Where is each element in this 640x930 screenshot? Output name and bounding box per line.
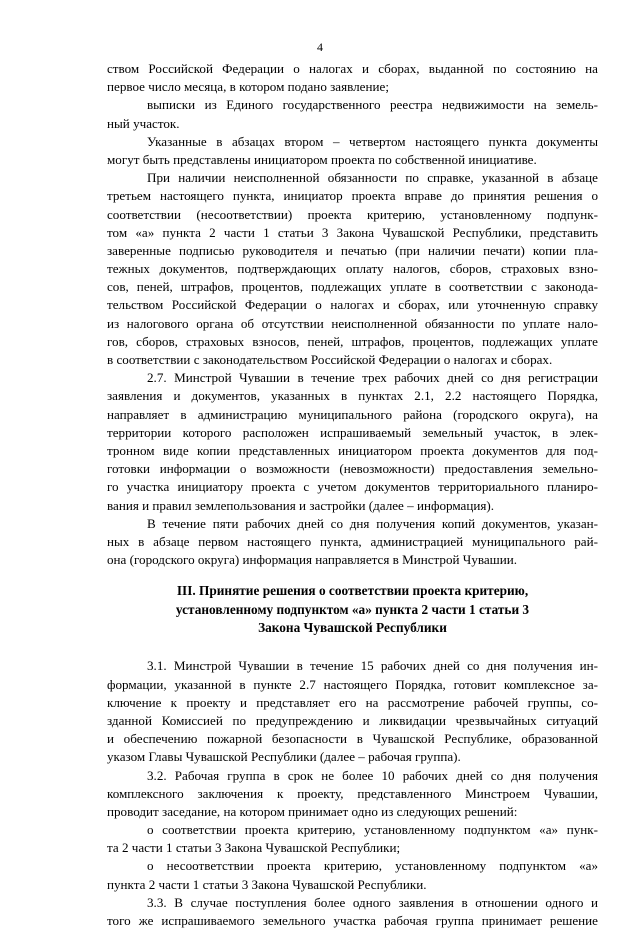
paragraph [107, 96, 598, 132]
text-line: 3.1. Минстрой Чувашии в течение 15 рабочих дней со дня получения ин- [147, 658, 598, 674]
text-line: Указанные в абзацах втором – четвертом настоящего пункта документы [147, 133, 598, 149]
text-line: та 2 части 1 статьи 3 Закона Чувашской Республики; [107, 840, 401, 856]
text-line: том «а» пункта 2 части 1 статьи 3 Закона Чувашской Республики, представить [107, 224, 598, 240]
text-line: го участка инициатору проекта с учетом документов территориального планиро- [107, 479, 598, 495]
section-3-text [107, 657, 598, 930]
section-2-text [107, 60, 598, 569]
text-line: о соответствии проекта критерию, установленному подпунктом «а» пунк- [147, 822, 598, 838]
paragraph [107, 60, 598, 96]
paragraph [107, 857, 598, 893]
paragraph [107, 169, 598, 369]
paragraph [107, 369, 598, 515]
text-line: готовки информации о возможности (невозможности) предоставления земельно- [107, 461, 598, 477]
text-line: указом Главы Чувашской Республики (далее – рабочая группа). [107, 749, 461, 765]
text-line: ный участок. [107, 115, 180, 131]
text-line: сов, пеней, штрафов, процентов, подлежащих уплате в соответствии с законода- [107, 279, 598, 295]
text-line: из налогового органа об отсутствии неисполненной обязанности по уплате нало- [107, 315, 598, 331]
text-line: зданной Комиссией по предупреждению и ликвидации чрезвычайных ситуаций [107, 712, 598, 728]
text-line: ством Российской Федерации о налогах и сборах, выданной по состоянию на [107, 61, 598, 76]
paragraph [107, 821, 598, 857]
text-line: в соответствии с законодательством Российской Федерации о налогах и сборах. [107, 352, 553, 367]
text-line: и обеспечению пожарной безопасности в Чувашской Республике, образованной [107, 731, 598, 747]
text-line: гов, сборов, страховых взносов, пеней, штрафов, процентов, подлежащих уплате [107, 333, 598, 349]
text-line: она (городского округа) информация направляется в Минстрой Чувашии. [107, 552, 518, 568]
heading-line: III. Принятие решения о соответствии проекта критерию, [176, 583, 529, 599]
paragraph [107, 657, 598, 766]
text-line: комплексного заключения к проекту, представленного Минстроем Чувашии, [107, 785, 598, 801]
text-line: ных в абзаце первом настоящего пункта, администрацией муниципального рай- [107, 533, 598, 549]
text-line: проводит заседание, на котором принимает одно из следующих решений: [107, 803, 518, 819]
text-line: 3.3. В случае поступления более одного заявления в отношении одного и [147, 894, 598, 910]
text-line: ключение к проекту и представляет его на рассмотрение рабочей группы, со- [107, 694, 598, 710]
paragraph [107, 767, 598, 822]
text-line: 2.7. Минстрой Чувашии в течение трех рабочих дней со дня регистрации [147, 370, 598, 386]
text-line: выписки из Единого государственного реестра недвижимости на земель- [147, 97, 598, 113]
text-line: третьем настоящего пункта, инициатор проекта вправе до принятия решения о [107, 188, 598, 204]
page-number: 4 [317, 40, 323, 54]
text-line: тронном виде копии представленных инициатором проекта документов для под- [107, 442, 598, 458]
document-body [107, 60, 598, 930]
text-line: первое число месяца, в котором подано заявление; [107, 79, 389, 95]
text-line: о несоответствии проекта критерию, установленному подпунктом «а» [147, 858, 598, 874]
text-line: могут быть представлены инициатором проекта по собственной инициативе. [107, 151, 537, 167]
text-line: пункта 2 части 1 статьи 3 Закона Чувашской Республики. [107, 876, 427, 892]
paragraph [107, 133, 598, 169]
paragraph [107, 894, 598, 930]
heading-line: Закона Чувашской Республики [258, 620, 447, 636]
paragraph [107, 515, 598, 570]
text-line: того же испрашиваемого земельного участка рабочая группа принимает решение [107, 913, 598, 929]
text-line: территории которого расположен испрашиваемый земельный участок, в элек- [107, 424, 598, 440]
text-line: формации, указанной в пункте 2.7 настоящего Порядка, готовит комплексное за- [107, 676, 598, 692]
text-line: В течение пяти рабочих дней со дня получения копий документов, указан- [147, 515, 598, 531]
text-line: заверенные подписью руководителя и печатью (при наличии печати) копии пла- [107, 242, 598, 258]
text-line: вания и правил землепользования и застройки (далее – информация). [107, 497, 495, 513]
heading-line: установленному подпунктом «а» пункта 2 части 1 статьи 3 [175, 601, 530, 617]
text-line: направляет в администрацию муниципального района (городского округа), на [107, 406, 598, 422]
text-line: При наличии неисполненной обязанности по справке, указанной в абзаце [147, 170, 598, 186]
section-heading [107, 569, 598, 657]
text-line: заявления и документов, указанных в пунктах 2.1, 2.2 настоящего Порядка, [107, 388, 598, 404]
text-line: тельством Российской Федерации о налогах и сборах, или уточненную справку [107, 297, 598, 313]
text-line: соответствии (несоответствии) проекта критерию, установленному подпунк- [107, 206, 598, 222]
text-line: тежных документов, подтверждающих оплату налогов, сборов, страховых взно- [107, 261, 598, 277]
text-line: 3.2. Рабочая группа в срок не более 10 рабочих дней со дня получения [147, 767, 598, 783]
